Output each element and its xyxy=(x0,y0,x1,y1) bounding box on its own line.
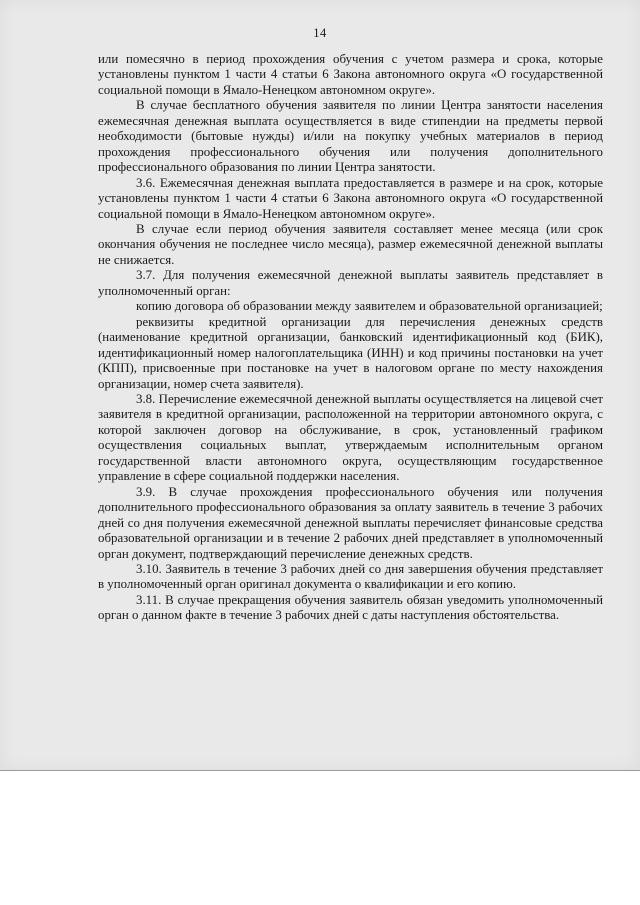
list-item-contract-copy: копию договора об образовании между заявителем и образовательной организацией; xyxy=(136,299,603,314)
page-number: 14 xyxy=(313,26,327,40)
paragraph-3-10: 3.10. Заявитель в течение 3 рабочих дней со дня завершения обучения представляет в уполномоченный орган оригинал документа о квалификации и его копию. xyxy=(98,561,603,592)
paragraph: В случае если период обучения заявителя составляет менее месяца (или срок окончания обучения не последнее число месяца), размер ежемесячной денежной выплаты не снижается. xyxy=(98,221,603,267)
paragraph-3-9: 3.9. В случае прохождения профессионального обучения или получения дополнительного профессионального образования за оплату заявитель в течение 3 рабочих дней со дня получения ежемесячной денежной выплаты перечисляет финансовые средства образовательной организации и в течение 2 рабочих дней представляет в уполномоченный орган документ, подтверждающий перечисление денежных средств. xyxy=(98,484,603,561)
document-body xyxy=(98,52,603,624)
blank-area xyxy=(0,771,640,905)
paragraph: В случае бесплатного обучения заявителя по линии Центра занятости населения ежемесячная денежная выплата осуществляется в виде стипендии на предметы первой необходимости (бытовые нужды) и/или на покупку учебных материалов в период прохождения профессионального обучения или получения дополнительного профессионального образования по линии Центра занятости. xyxy=(98,98,603,175)
list-item-bank-details: реквизиты кредитной организации для перечисления денежных средств (наименование кредитной организации, банковский идентификационный код (БИК), идентификационный номер налогоплательщика (ИНН) и код причины постановки на учет (КПП), присвоенные при постановке на учет в налоговом органе по месту нахождения организации, номер счета заявителя). xyxy=(98,314,603,391)
paragraph-3-11: 3.11. В случае прекращения обучения заявитель обязан уведомить уполномоченный орган о данном факте в течение 3 рабочих дней с даты наступления обстоятельства. xyxy=(98,592,603,623)
paragraph-3-7: 3.7. Для получения ежемесячной денежной выплаты заявитель представляет в уполномоченный орган: xyxy=(98,268,603,298)
paragraph-continuation: или помесячно в период прохождения обучения с учетом размера и срока, которые установлены пунктом 1 части 4 статьи 6 Закона автономного округа «О государственной социальной помощи в Ямало-Ненецком автономном округе». xyxy=(98,52,603,97)
paragraph-3-6: 3.6. Ежемесячная денежная выплата предоставляется в размере и на срок, которые установлены пунктом 1 части 4 статьи 6 Закона автономного округа «О государственной социальной помощи в Ямало-Ненецком автономном округе». xyxy=(98,175,603,221)
paragraph-3-8: 3.8. Перечисление ежемесячной денежной выплаты осуществляется на лицевой счет заявителя в кредитной организации, расположенной на территории автономного округа, с которой заключен договор на обслуживание, в срок, установленный графиком осуществления социальных выплат, утверждаемым исполнительным органом государственной власти автономного округа, осуществляющим государственное управление в сфере социальной поддержки населения. xyxy=(98,391,603,484)
